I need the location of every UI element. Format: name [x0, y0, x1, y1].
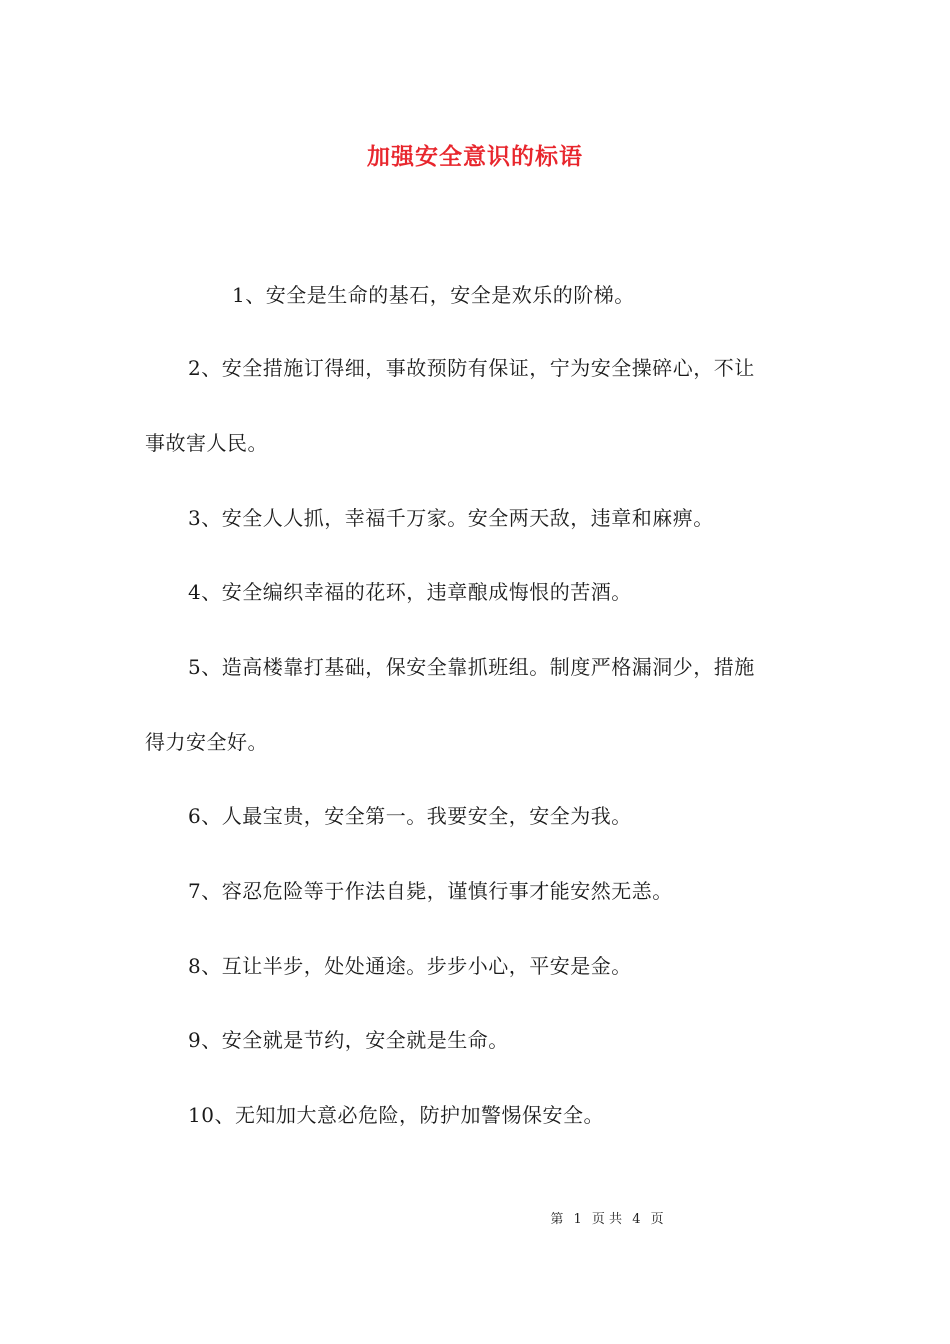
footer-page-number: 1 [573, 1212, 582, 1227]
slogan-line-1: 1、安全是生命的基石，安全是欢乐的阶梯。 [232, 283, 635, 307]
page-footer [0, 1208, 950, 1227]
slogan-line-6: 6、人最宝贵，安全第一。我要安全，安全为我。 [188, 804, 632, 828]
slogan-line-2: 2、安全措施订得细，事故预防有保证，宁为安全操碎心，不让 [188, 356, 755, 380]
slogan-line-5: 5、造高楼靠打基础，保安全靠抓班组。制度严格漏洞少，措施 [188, 655, 755, 679]
slogan-line-8: 8、互让半步，处处通途。步步小心，平安是金。 [188, 954, 632, 978]
footer-prefix: 第 [550, 1212, 564, 1227]
page-title: 加强安全意识的标语 [367, 143, 583, 170]
slogan-line-5-cont: 得力安全好。 [145, 730, 268, 754]
slogan-line-4: 4、安全编织幸福的花环，违章酿成悔恨的苦酒。 [188, 580, 632, 604]
slogan-line-10: 10、无知加大意必危险，防护加警惕保安全。 [188, 1103, 604, 1127]
slogan-line-2-cont: 事故害人民。 [145, 431, 268, 455]
slogan-line-7: 7、容忍危险等于作法自毙，谨慎行事才能安然无恙。 [188, 879, 673, 903]
footer-total-pages: 4 [632, 1212, 641, 1227]
footer-suffix: 页 [650, 1212, 664, 1227]
slogan-line-3: 3、安全人人抓，幸福千万家。安全两天敌，违章和麻痹。 [188, 506, 714, 530]
footer-mid: 页 共 [591, 1212, 623, 1227]
slogan-line-9: 9、安全就是节约，安全就是生命。 [188, 1028, 509, 1052]
